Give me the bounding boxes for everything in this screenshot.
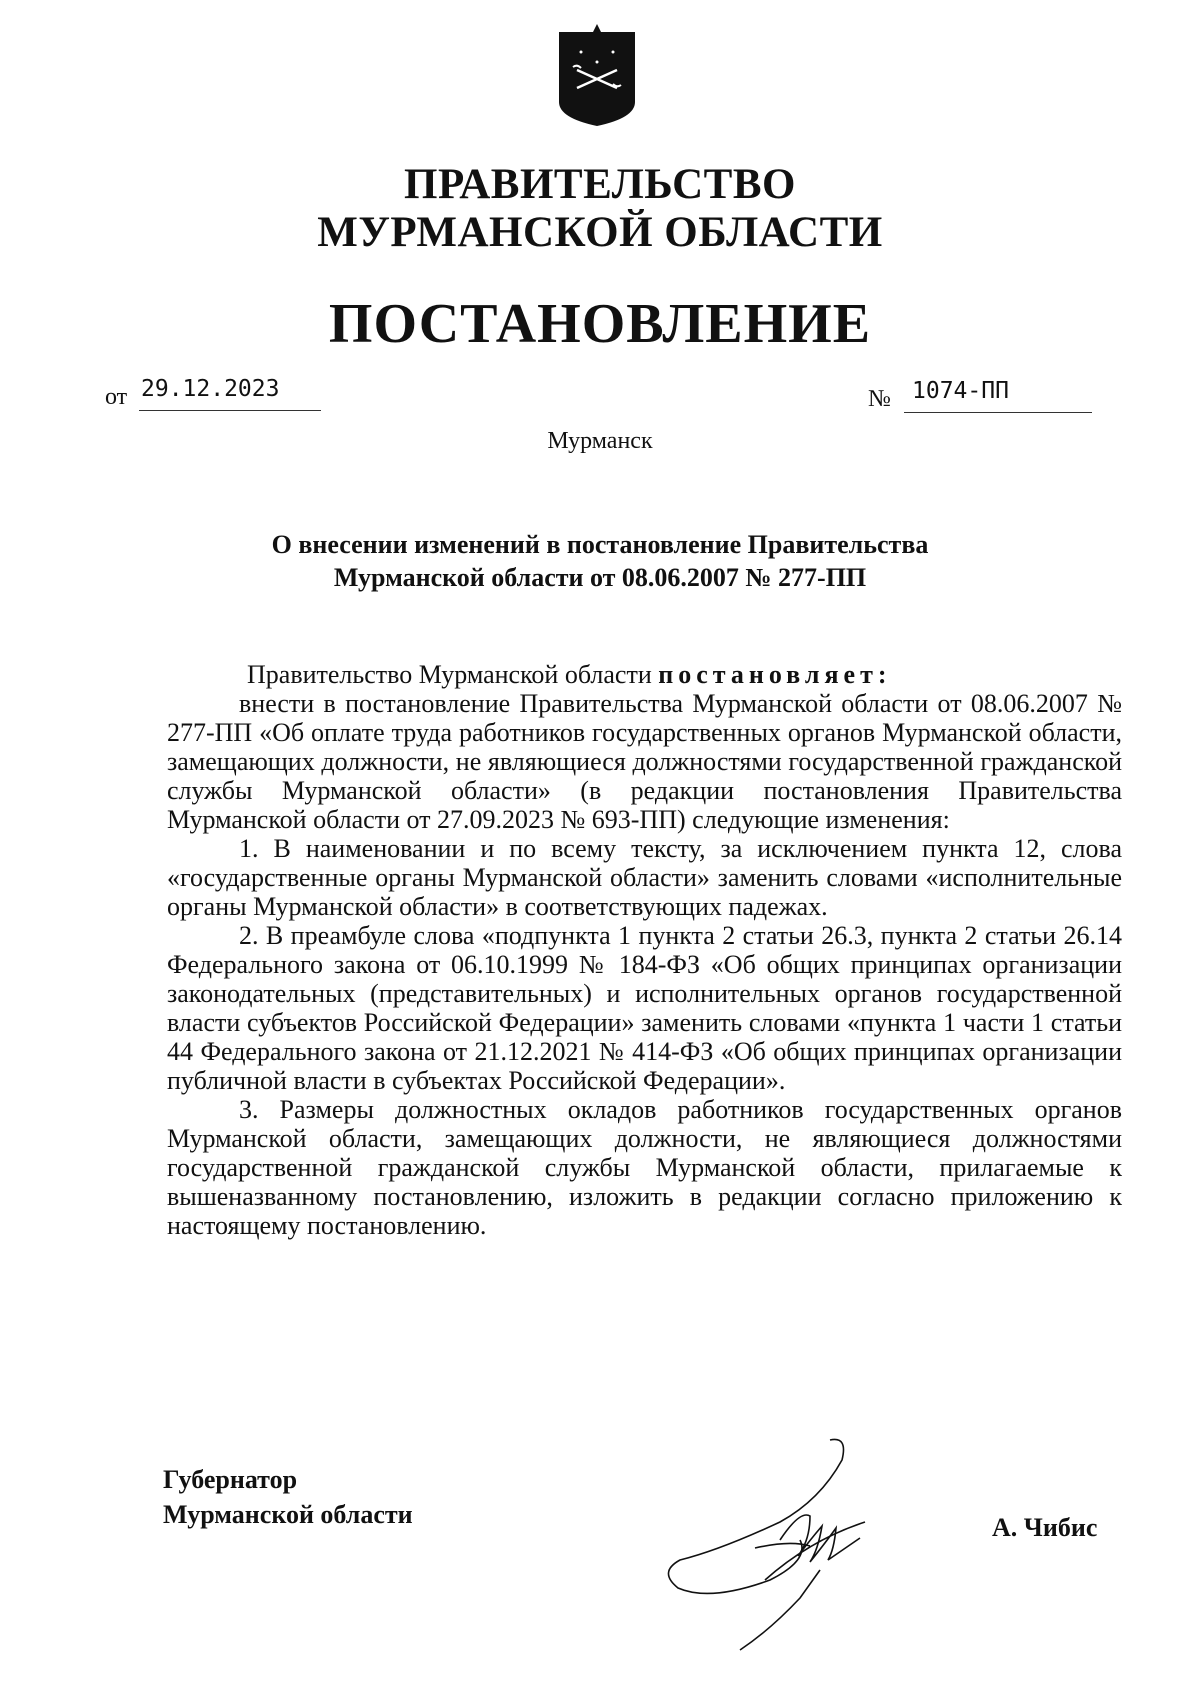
coat-of-arms-icon	[553, 22, 641, 128]
document-date: 29.12.2023	[139, 376, 321, 411]
intro-text: Правительство Мурманской области	[247, 660, 659, 689]
document-body	[167, 660, 1122, 1240]
handwritten-signature-icon	[660, 1430, 950, 1655]
document-number: 1074-ПП	[904, 378, 1092, 413]
paragraph-item-2: 2. В преамбуле слова «подпункта 1 пункта 2 статьи 26.3, пункта 2 статьи 26.14 Федерального закона от 06.10.1999 № 184-ФЗ «Об общих принципах организации законодательных (представительных) и исполнительных органов государственной власти субъектов Российской Федерации» заменить словами «пункта 1 части 1 статьи 44 Федерального закона от 21.12.2021 № 414-ФЗ «Об общих принципах организации публичной власти в субъектах Российской Федерации».	[167, 921, 1122, 1095]
organization-name-line2: МУРМАНСКОЙ ОБЛАСТИ	[317, 209, 883, 256]
signatory-title-line1: Губернатор	[163, 1465, 298, 1494]
intro-emphasis: постановляет:	[658, 660, 892, 689]
paragraph-item-3: 3. Размеры должностных окладов работников государственных органов Мурманской области, замещающих должности, не являющиеся должностями государственной гражданской службы Мурманской области, прилагаемые к вышеназванному постановлению, изложить в редакции согласно приложению к настоящему постановлению.	[167, 1095, 1122, 1240]
signatory-name: А. Чибис	[992, 1513, 1098, 1542]
date-label: от	[105, 384, 128, 410]
subject-line2: Мурманской области от 08.06.2007 № 277-ПП	[333, 563, 867, 592]
document-type-heading: ПОСТАНОВЛЕНИЕ	[328, 293, 872, 355]
subject-line1: О внесении изменений в постановление Правительства	[271, 530, 929, 559]
paragraph-main: внести в постановление Правительства Мурманской области от 08.06.2007 № 277-ПП «Об оплате труда работников государственных органов Мурманской области, замещающих должности, не являющиеся должностями государственной гражданской службы Мурманской области» (в редакции постановления Правительства Мурманской области от 27.09.2023 № 693-ПП) следующие изменения:	[167, 689, 1122, 834]
number-label: №	[868, 386, 891, 412]
signatory-title-line2: Мурманской области	[163, 1500, 413, 1529]
paragraph-item-1: 1. В наименовании и по всему тексту, за исключением пункта 12, слова «государственные органы Мурманской области» заменить словами «исполнительные органы Мурманской области» в соответствующих падежах.	[167, 834, 1122, 921]
intro-paragraph	[167, 660, 1122, 689]
organization-name-line1: ПРАВИТЕЛЬСТВО	[404, 161, 796, 208]
city-name: Мурманск	[547, 428, 653, 454]
